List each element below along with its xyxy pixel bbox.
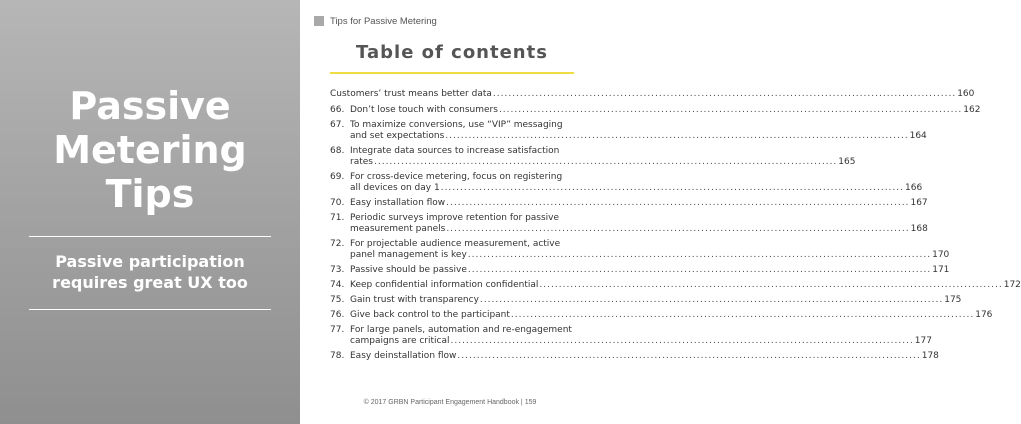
toc-entry-text: For cross-device metering, focus on registering [350,172,563,182]
toc-entry-line [350,310,993,321]
toc-leader-dots: ........................................................................................................................ [445,131,909,141]
toc-entry-number: 78. [330,351,345,361]
toc-entry-text: and set expectations [350,131,445,141]
toc-entry-number: 68. [330,146,345,156]
toc-entry-page: 160 [957,89,975,99]
toc-leader-dots: ........................................................................................................................ [510,310,975,320]
toc-entry[interactable] [330,310,993,321]
toc-entry-text: To maximize conversions, use “VIP” messaging [350,120,563,130]
toc-entry-number: 74. [330,280,345,290]
cover-subtitle-line: Passive participation [55,252,245,271]
toc-entry-page: 164 [909,131,927,141]
toc-entry-line [350,239,563,250]
toc-entry-body [350,325,932,347]
toc-entry-body [350,351,939,362]
toc-title-underline [330,72,574,74]
cover-subtitle-line: requires great UX too [52,273,248,292]
toc-entry-text: campaigns are critical [350,336,450,346]
toc-entry-page: 177 [914,336,932,346]
toc-entry-body [350,265,950,276]
toc-entry-line [350,120,563,131]
page-footer: © 2017 GRBN Participant Engagement Handbook | 159 [363,399,537,406]
toc-entry[interactable] [330,295,962,306]
toc-entry-text: Customers’ trust means better data [330,89,492,99]
toc-entry-line [350,280,1021,291]
toc-entry-body [350,310,993,321]
toc-entry-body [350,213,928,235]
toc-entry-page: 171 [932,265,950,275]
toc-entry-text: Keep confidential information confidential [350,280,539,290]
toc-entry-line [350,250,950,261]
toc-entry-line [350,172,563,183]
toc-entry-line [350,224,928,235]
toc-entry-line [330,89,975,100]
toc-entry-text: Periodic surveys improve retention for passive [350,213,560,223]
toc-leader-dots: ........................................................................................................................ [457,351,921,361]
toc-entry-line [350,213,563,224]
section-marker-icon [314,16,324,26]
toc-entry[interactable] [330,213,928,235]
toc-entry-line [350,265,950,276]
cover-divider-top [29,236,271,237]
toc-entry-line [350,351,939,362]
toc-leader-dots: ........................................................................................................................ [446,224,910,234]
toc-entry-line [350,325,572,336]
toc-entry-text: Passive should be passive [350,265,467,275]
toc-leader-dots: ........................................................................................................................ [373,157,838,167]
toc-entry-line [350,183,923,194]
toc-entry-text: Easy installation flow [350,198,446,208]
toc-entry-page: 162 [963,105,981,115]
toc-entry-page: 168 [910,224,928,234]
cover-divider-bottom [29,309,271,310]
toc-entry[interactable] [330,239,950,261]
toc-entry[interactable] [330,265,950,276]
toc-entry-number: 73. [330,265,345,275]
toc-entry-body [350,172,923,194]
toc-entry-text: For large panels, automation and re-engagement [350,325,572,335]
toc-entry-line [350,146,563,157]
cover-title-line: Metering [53,128,247,172]
toc-entry-body [350,239,950,261]
toc-title: Table of contents [356,42,548,63]
toc-entry-number: 75. [330,295,345,305]
toc-entry-line [350,157,856,168]
toc-entry-number: 76. [330,310,345,320]
toc-entry-text: Don’t lose touch with consumers [350,105,498,115]
cover-panel [0,0,300,424]
toc-entry-text: Give back control to the participant [350,310,510,320]
toc-entry-body [350,295,962,306]
toc-entry-page: 170 [932,250,950,260]
toc-entry-text: all devices on day 1 [350,183,440,193]
toc-entry-page: 166 [905,183,923,193]
toc-entry[interactable] [330,280,1021,291]
running-header-title: Tips for Passive Metering [330,15,437,27]
toc-entry[interactable] [330,325,932,347]
toc-entry-body [350,198,928,209]
toc-entry-text: panel management is key [350,250,467,260]
toc-entry-body [350,120,927,142]
toc-leader-dots: ........................................................................................................................ [440,183,905,193]
toc-leader-dots: ........................................................................................................................ [479,295,944,305]
toc-entry-text: For projectable audience measurement, active [350,239,561,249]
toc-entry-line [350,105,981,116]
running-header [314,14,437,28]
toc-entry-line [350,336,932,347]
toc-entry[interactable] [330,146,856,168]
toc-list [330,89,1021,366]
toc-leader-dots: ........................................................................................................................ [467,250,932,260]
toc-entry-text: Integrate data sources to increase satisfaction [350,146,560,156]
toc-entry[interactable] [330,105,981,116]
toc-entry-page: 167 [910,198,928,208]
toc-entry[interactable] [330,172,923,194]
toc-entry-text: Gain trust with transparency [350,295,479,305]
toc-entry-number: 66. [330,105,345,115]
toc-entry-text: rates [350,157,373,167]
toc-entry-body [350,105,981,116]
toc-entry-page: 172 [1003,280,1021,290]
toc-entry-page: 176 [975,310,993,320]
toc-entry-number: 72. [330,239,345,249]
toc-leader-dots: ........................................................................................................................ [498,105,963,115]
toc-leader-dots: ........................................................................................................................ [450,336,914,346]
toc-entry[interactable] [330,89,975,100]
toc-leader-dots: ........................................................................................................................ [539,280,1003,290]
toc-leader-dots: ........................................................................................................................ [446,198,910,208]
toc-entry-page: 178 [921,351,939,361]
cover-title-line: Passive [69,84,231,128]
toc-entry[interactable] [330,120,927,142]
toc-leader-dots: ........................................................................................................................ [492,89,957,99]
toc-entry-body [350,146,856,168]
toc-entry-page: 175 [944,295,962,305]
toc-entry[interactable] [330,351,939,362]
toc-entry-body [350,280,1021,291]
toc-leader-dots: ........................................................................................................................ [467,265,932,275]
toc-entry-body [330,89,975,100]
toc-entry-line [350,295,962,306]
toc-entry-number: 69. [330,172,345,182]
toc-entry-line [350,131,927,142]
toc-entry-text: Easy deinstallation flow [350,351,457,361]
toc-entry-number: 71. [330,213,345,223]
toc-entry[interactable] [330,198,928,209]
toc-entry-text: measurement panels [350,224,446,234]
toc-entry-number: 77. [330,325,345,335]
toc-entry-page: 165 [838,157,856,167]
toc-entry-number: 67. [330,120,345,130]
toc-entry-line [350,198,928,209]
toc-entry-number: 70. [330,198,345,208]
cover-title-line: Tips [105,172,195,216]
